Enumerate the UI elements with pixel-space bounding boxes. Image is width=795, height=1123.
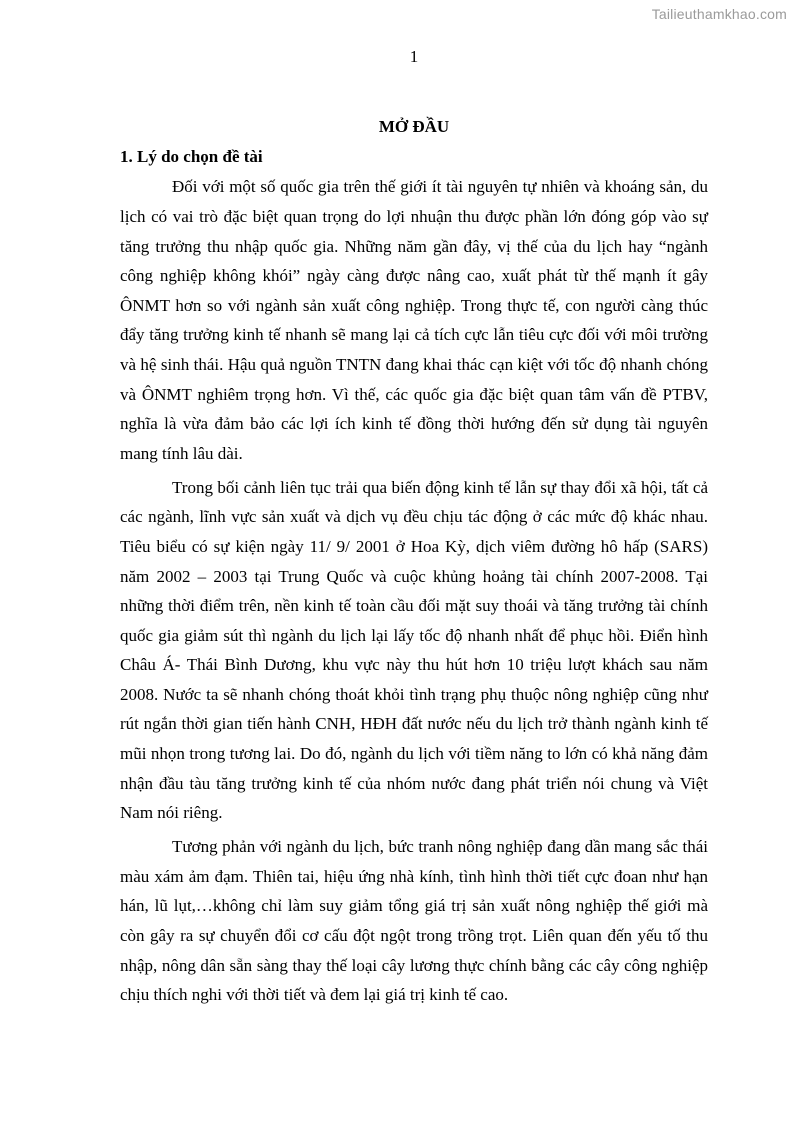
watermark-text: Tailieuthamkhao.com <box>651 6 787 22</box>
document-title: MỞ ĐẦU <box>378 117 450 136</box>
paragraph-2: Trong bối cảnh liên tục trải qua biến động kinh tế lẫn sự thay đổi xã hội, tất cả các ngành, lĩnh vực sản xuất và dịch vụ đều chịu tác động ở các mức độ khác nhau. Tiêu biểu có sự kiện ngày 11/ 9/ 2001 ở Hoa Kỳ, dịch viêm đường hô hấp (SARS) năm 2002 – 2003 tại Trung Quốc và cuộc khủng hoảng tài chính 2007-2008. Tại những thời điểm trên, nền kinh tế toàn cầu đối mặt suy thoái và tăng trưởng tài chính quốc gia giảm sút thì ngành du lịch lại lấy tốc độ nhanh nhất để phục hồi. Điển hình Châu Á- Thái Bình Dương, khu vực này thu hút hơn 10 triệu lượt khách sau năm 2008. Nước ta sẽ nhanh chóng thoát khỏi tình trạng phụ thuộc nông nghiệp cũng như rút ngắn thời gian tiến hành CNH, HĐH đất nước nếu du lịch trở thành ngành kinh tế mũi nhọn trong tương lai. Do đó, ngành du lịch với tiềm năng to lớn có khả năng đảm nhận đầu tàu tăng trưởng kinh tế của nhóm nước đang phát triển nói chung và Việt Nam nói riêng. <box>120 477 708 823</box>
paragraph-1: Đối với một số quốc gia trên thế giới ít tài nguyên tự nhiên và khoáng sản, du lịch có vai trò đặc biệt quan trọng do lợi nhuận thu được phần lớn đóng góp vào sự tăng trưởng thu nhập quốc gia. Những năm gần đây, vị thế của du lịch hay “ngành công nghiệp không khói” ngày càng được nâng cao, xuất phát từ thế mạnh ít gây ÔNMT hơn so với ngành sản xuất công nghiệp. Trong thực tế, con người càng thúc đẩy tăng trưởng kinh tế nhanh sẽ mang lại cả tích cực lẫn tiêu cực đối với môi trường và hệ sinh thái. Hậu quả nguồn TNTN đang khai thác cạn kiệt với tốc độ nhanh chóng và ÔNMT nghiêm trọng hơn. Vì thế, các quốc gia đặc biệt quan tâm vấn đề PTBV, nghĩa là vừa đảm bảo các lợi ích kinh tế đồng thời hướng đến sử dụng tài nguyên mang tính lâu dài. <box>120 177 708 463</box>
section-heading: 1. Lý do chọn đề tài <box>120 147 263 166</box>
page-number: 1 <box>409 47 419 66</box>
document-body <box>120 112 708 1010</box>
paragraph-3: Tương phản với ngành du lịch, bức tranh nông nghiệp đang dần mang sắc thái màu xám ảm đạm. Thiên tai, hiệu ứng nhà kính, tình hình thời tiết cực đoan như hạn hán, lũ lụt,…không chỉ làm suy giảm tổng giá trị sản xuất nông nghiệp thế giới mà còn gây ra sự chuyển đổi cơ cấu đột ngột trong trồng trọt. Liên quan đến yếu tố thu nhập, nông dân sẵn sàng thay thế loại cây lương thực chính bằng các cây công nghiệp chịu thích nghi với thời tiết và đem lại giá trị kinh tế cao. <box>120 837 708 1005</box>
